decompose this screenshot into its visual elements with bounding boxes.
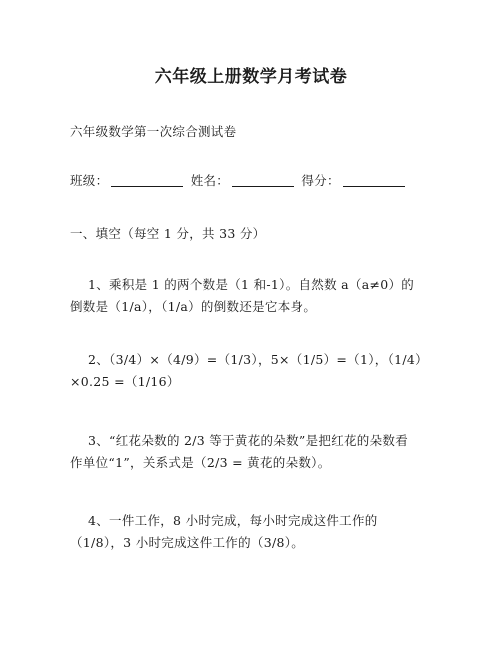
class-blank (111, 172, 183, 187)
question-2-line-2: ×0.25 =（1/16） (70, 374, 180, 389)
question-4-line-1: 4、一件工作，8 小时完成，每小时完成这件工作的 (88, 513, 378, 528)
question-3-line-2: 作单位“1”，关系式是（2/3 = 黄花的朵数）。 (70, 455, 331, 470)
subtitle: 六年级数学第一次综合测试卷 (70, 124, 237, 139)
question-2-line-1: 2、（3/4）×（4/9）=（1/3），5×（1/5）=（1），（1/4） (88, 352, 428, 367)
question-4 (70, 510, 450, 554)
question-4-line-2: （1/8），3 小时完成这件工作的（3/8）。 (70, 535, 305, 550)
page-title: 六年级上册数学月考试卷 (154, 67, 348, 87)
question-2 (70, 349, 450, 393)
question-3 (70, 430, 450, 474)
student-info-row (70, 171, 482, 191)
question-1 (70, 274, 450, 318)
question-1-line-1: 1、乘积是 1 的两个数是（1 和-1）。自然数 a（a≠0）的 (88, 277, 415, 292)
question-3-line-1: 3、“红花朵数的 2/3 等于黄花的朵数”是把红花的朵数看 (88, 433, 408, 448)
question-1-line-2: 倒数是（1/a），（1/a）的倒数还是它本身。 (70, 299, 317, 314)
section-heading: 一、填空（每空 1 分，共 33 分） (70, 226, 266, 241)
name-label: 姓名： (190, 173, 230, 188)
name-blank (232, 172, 294, 187)
score-label: 得分： (301, 173, 340, 188)
score-blank (343, 172, 405, 187)
class-label: 班级： (70, 173, 109, 188)
